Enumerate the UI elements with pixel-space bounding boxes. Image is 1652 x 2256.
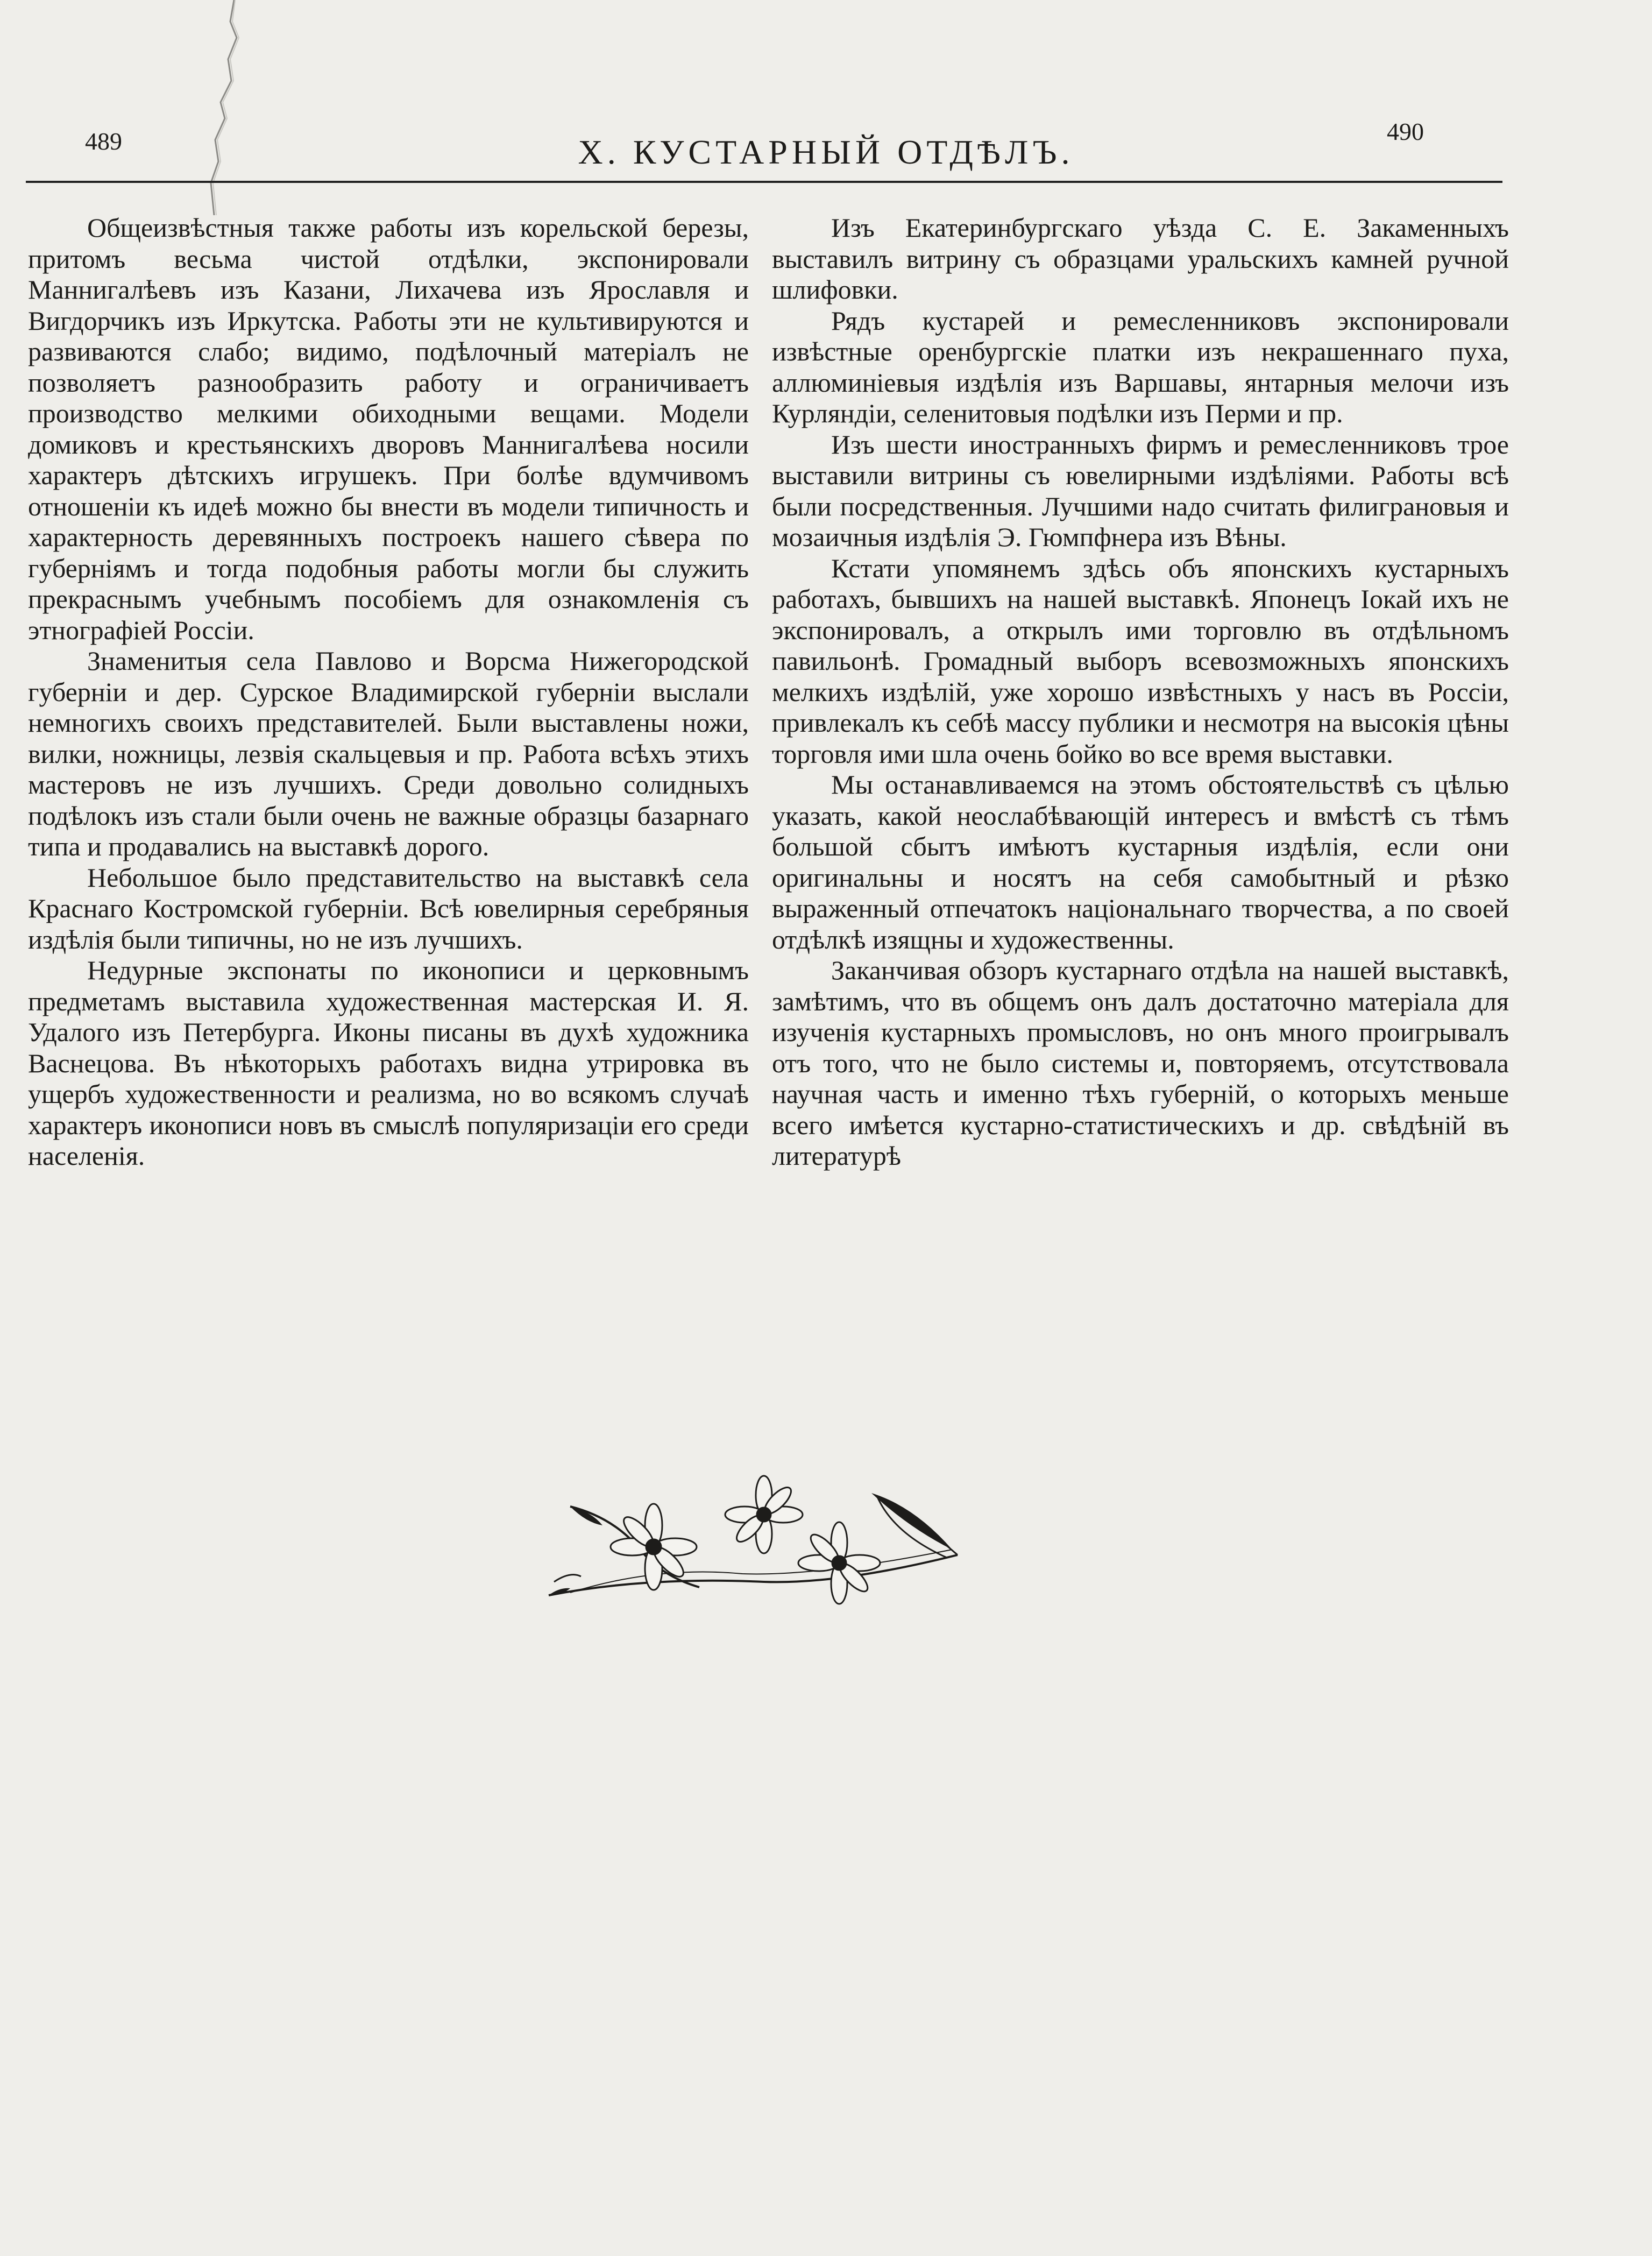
- paper-crack: [183, 0, 269, 215]
- paragraph: Заканчивая обзоръ кустарнаго отдѣла на нашей выставкѣ, замѣтимъ, что въ общемъ онъ далъ достаточно матеріала для изученія кустарныхъ промысловъ, но онъ много проигрывалъ отъ того, что не было системы и, повторяемъ, отсутствовала научная часть и именно тѣхъ губерній, о которыхъ меньше всего имѣется кустарно-статистическихъ и др. свѣдѣній въ литературѣ: [772, 955, 1509, 1171]
- paragraph: Знаменитыя села Павлово и Ворсма Нижегородской губерніи и дер. Сурское Владимирской губерніи выслали немногихъ своихъ представителей. Были выставлены ножи, вилки, ножницы, лезвія скальцевыя и пр. Работа всѣхъ этихъ мастеровъ не изъ лучшихъ. Среди довольно солидныхъ подѣлокъ изъ стали были очень не важные образцы базарнаго типа и продавались на выставкѣ дорого.: [28, 646, 749, 861]
- paragraph: Кстати упомянемъ здѣсь объ японскихъ кустарныхъ работахъ, бывшихъ на нашей выставкѣ. Японецъ Іокай ихъ не экспонировалъ, а открылъ ими торговлю въ отдѣльномъ павильонѣ. Громадный выборъ всевозможныхъ японскихъ мелкихъ издѣлій, уже хорошо извѣстныхъ у насъ въ Россіи, привлекалъ къ себѣ массу публики и несмотря на высокія цѣны торговля ими шла очень бойко во все время выставки.: [772, 553, 1509, 769]
- page-number-right: 490: [1387, 118, 1424, 145]
- left-column: [28, 213, 749, 1172]
- paragraph: Общеизвѣстныя также работы изъ корельской березы, притомъ весьма чистой отдѣлки, экспонировали Маннигалѣевъ изъ Казани, Лихачева изъ Ярославля и Вигдорчикъ изъ Иркутска. Работы эти не культивируются и развиваются слабо; видимо, подѣлочный матеріалъ не позволяетъ разнообразить работу и ограничиваетъ производство мелкими обиходными вещами. Модели домиковъ и крестьянскихъ дворовъ Маннигалѣева носили характеръ дѣтскихъ игрушекъ. При болѣе вдумчивомъ отношеніи къ идеѣ можно бы внести въ модели типичность и характерность деревянныхъ построекъ нашего сѣвера по губерніямъ и тогда подобныя работы могли бы служить прекраснымъ учебнымъ пособіемъ для ознакомленія съ этнографіей Россіи.: [28, 213, 749, 645]
- running-head: X. КУСТАРНЫЙ ОТДѢЛЪ.: [578, 133, 1074, 171]
- page-number-left: 489: [85, 128, 122, 155]
- paragraph: Мы останавливаемся на этомъ обстоятельствѣ съ цѣлью указать, какой неослабѣвающій интересъ и вмѣстѣ съ тѣмъ большой сбытъ имѣютъ кустарныя издѣлія, если они оригинальны и носятъ на себя самобытный и рѣзко выраженный отпечатокъ національнаго творчества, а по своей отдѣлкѣ изящны и художественны.: [772, 769, 1509, 954]
- floral-ornament-icon: [538, 1474, 968, 1636]
- header-rule: [26, 181, 1502, 183]
- right-column: [772, 213, 1509, 1172]
- paragraph: Изъ Екатеринбургскаго уѣзда С. Е. Закаменныхъ выставилъ витрину съ образцами уральскихъ камней ручной шлифовки.: [772, 213, 1509, 305]
- paragraph: Рядъ кустарей и ремесленниковъ экспонировали извѣстные оренбургскіе платки изъ некрашеннаго пуха, аллюминіевыя издѣлія изъ Варшавы, янтарныя мелочи изъ Курляндіи, селенитовыя подѣлки изъ Перми и пр.: [772, 305, 1509, 428]
- paragraph: Недурные экспонаты по иконописи и церковнымъ предметамъ выставила художественная мастерская И. Я. Удалого изъ Петербурга. Иконы писаны въ духѣ художника Васнецова. Въ нѣкоторыхъ работахъ видна утрировка въ ущербъ художественности и реализма, но во всякомъ случаѣ характеръ иконописи новъ въ смыслѣ популяризаціи его среди населенія.: [28, 955, 749, 1171]
- paragraph: Изъ шести иностранныхъ фирмъ и ремесленниковъ трое выставили витрины съ ювелирными издѣліями. Работы всѣ были посредственныя. Лучшими надо считать филиграновыя и мозаичныя издѣлія Э. Гюмпфнера изъ Вѣны.: [772, 429, 1509, 552]
- paragraph: Небольшое было представительство на выставкѣ села Краснаго Костромской губерніи. Всѣ ювелирныя серебряныя издѣлія были типичны, но не изъ лучшихъ.: [28, 862, 749, 954]
